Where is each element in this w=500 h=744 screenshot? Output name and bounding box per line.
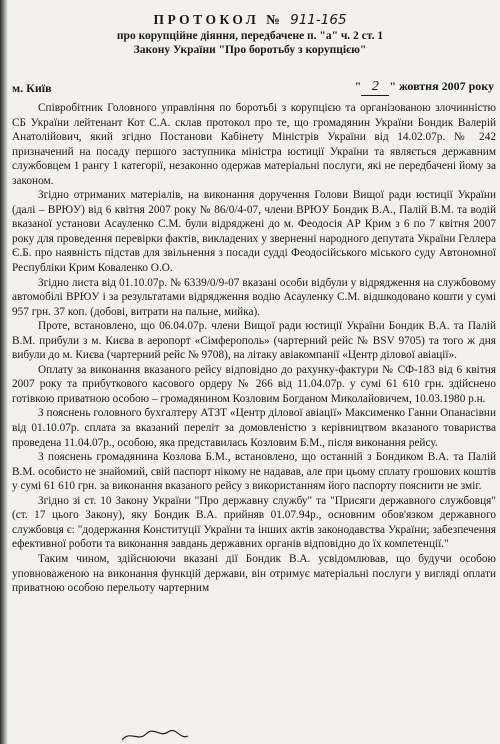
document-body (12, 101, 496, 596)
paragraph: З пояснень головного бухгалтеру АТЗТ «Центр ділової авіації» Максименко Ганни Опанасівни від 01.10.07р. сплата за вказаний переліт за домовленістю з керівництвом вказаного товариства проведена 11.04.07р., особою, яка представилась Козловим Б.М., після виконання рейсу. (12, 407, 496, 449)
place: м. Київ (12, 81, 52, 95)
paragraph: Проте, встановлено, що 06.04.07р. члени Вищої ради юстиції України Бондик В.А. та Палій В.М. прибули з м. Києва в аеропорт «Сімферополь» (чартерний рейс № BSV 9705) та того ж дня вибули до м. Києва (чартерний рейс № 9708), на літаку авіакомпанії «Центр ділової авіації». (12, 320, 496, 362)
paragraph: Оплату за виконання вказаного рейсу відповідно до рахунку-фактури № СФ-183 від 6 квітня 2007 року та прибуткового касового ордеру № 266 від 11.04.07р. у сумі 61 610 грн. здійснено готівкою приватною особою – громадянином Козловим Богданом Миколайовичем, 10.03.1980 р.н. (12, 363, 496, 405)
paragraph: Таким чином, здійснюючи вказані дії Бондик В.А. усвідомлював, що будучи особою уповноваженою на виконання функцій держави, він отримує матеріальні послуги у вигляді оплати приватною особою перельоту чартерним (12, 552, 496, 595)
paragraph: Співробітник Головного управління по боротьбі з корупцією та організованою злочинністю СБ України лейтенант Кот С.А. склав протокол про те, що громадянин України Бондик Валерій Анатолійович, який згідно Постанови Кабінету Міністрів України від 14.02.07р. № 242 призначений на посаду першого заступника міністра юстиції України та являється державним службовцем 1 рангу 1 категорії, незаконно одержав матеріальні послуги, які не передбачені йому за законом. (12, 102, 496, 187)
protocol-number: 911-165 (290, 12, 347, 28)
paragraph: З пояснень громадянина Козлова Б.М., встановлено, що останній з Бондиком В.А. та Палій В.М. особисто не знайомий, свій паспорт нікому не надавав, але при цьому сплату грошових коштів у сумі 61 610 грн. за виконання вказаного рейсу з використанням його паспорту пояснити не зміг. (12, 451, 496, 493)
scan-edge-shadow (0, 0, 8, 744)
title-text: ПРОТОКОЛ № (153, 12, 284, 27)
date-rest: жовтня 2007 року (398, 79, 494, 93)
paragraph: Згідно зі ст. 10 Закону України "Про державну службу" та "Присяги державного службовця" (ст. 17 цього Закону), яку Бондик В.А. прийняв 01.07.94р., основним обов'язком державного службовця є: "додержання Конституції України та інших актів законодавства України; забезпечення ефективної роботи та виконання завдань державних органів відповідно до їх компетенції." (12, 494, 496, 551)
subtitle-line-2: Закону України "Про боротьбу з корупцією" (133, 44, 367, 56)
paragraph: Згідно отриманих матеріалів, на виконання доручення Голови Вищої ради юстиції України (далі – ВРЮУ) від 6 квітня 2007 року № 86/0/4-07, члени ВРЮУ Бондик В.А., Палій В.М. та водій вказаної установи Асауленко С.М. були відряджені до м. Феодосія АР Крим з 6 по 7 квітня 2007 року для проведення перевірки фактів, викладених у зверненні народного депутата України Геллера Є.Б. про наявність підстав для звільнення з посади судді Феодосійського міського суду Автономної Республіки Крим Коваленко О.О. (12, 189, 496, 275)
paragraph: Згідно листа від 01.10.07р. № 6339/0/9-07 вказані особи відбули у відрядження на службовому автомобілі ВРЮУ і за результатами відрядження водію Асауленку С.М. відшкодовано кошти у сумі 957 грн. 37 коп. (добові, витрати на пальне, мийка). (12, 276, 496, 318)
page-title (0, 12, 500, 28)
handwritten-signature (120, 728, 190, 744)
document-date: " 2 " жовтня 2007 року (354, 79, 494, 94)
date-day: 2 (361, 79, 389, 96)
subtitle-line-1: про корупційне діяння, передбачене п. "а" ч. 2 ст. 1 (116, 30, 384, 42)
